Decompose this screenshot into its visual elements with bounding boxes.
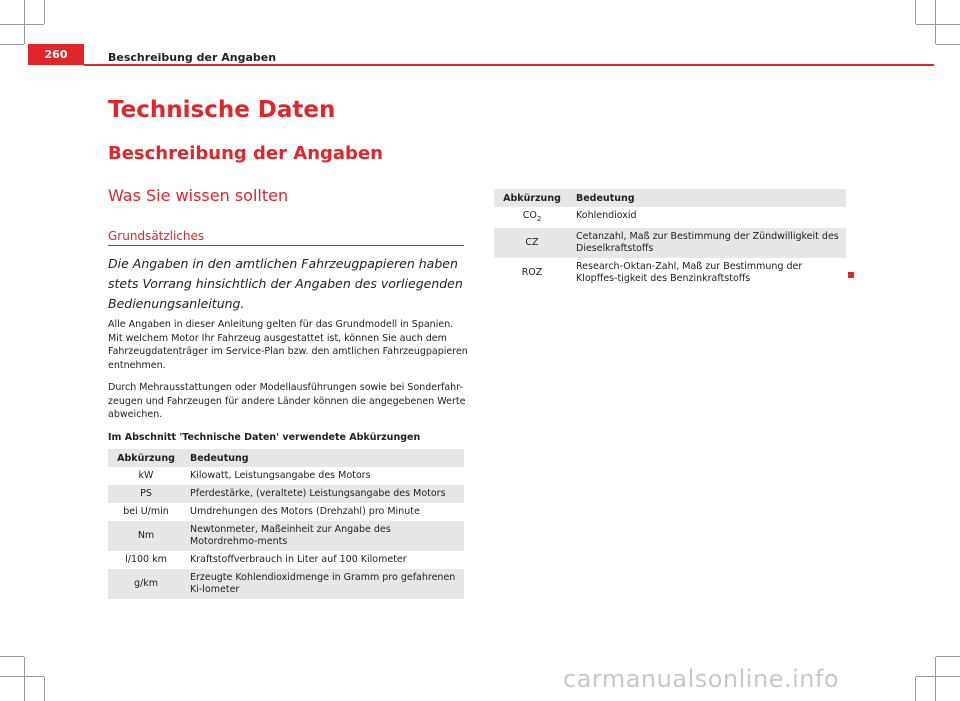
crop-mark	[0, 44, 24, 45]
crop-mark	[935, 657, 936, 701]
crop-mark	[24, 0, 25, 44]
meaning-cell: Newtonmeter, Maßeinheit zur Angabe des Motordrehmo-ments	[184, 521, 464, 551]
crop-mark	[936, 44, 960, 45]
abbreviation-cell: PS	[108, 485, 184, 503]
chapter-title: Technische Daten	[108, 97, 336, 123]
table-row	[108, 485, 464, 503]
abbreviation-cell	[494, 207, 570, 228]
page-number: 260	[28, 44, 84, 65]
section-title: Beschreibung der Angaben	[108, 143, 383, 164]
crop-mark	[916, 676, 960, 677]
table-row	[108, 503, 464, 521]
crop-mark	[44, 0, 45, 24]
table-caption: Im Abschnitt 'Technische Daten' verwendete Abkürzungen	[108, 432, 421, 443]
meaning-cell: Cetanzahl, Maß zur Bestimmung der Zündwilligkeit des Dieselkraftstoffs	[570, 228, 846, 258]
topic-rule	[108, 245, 464, 246]
crop-mark	[44, 677, 45, 701]
meaning-cell: Kilowatt, Leistungsangabe des Motors	[190, 470, 371, 481]
table-row	[108, 467, 464, 485]
abbreviation-cell: ROZ	[521, 266, 543, 278]
lead-paragraph: Die Angaben in den amtlichen Fahrzeugpapieren haben stets Vorrang hinsichtlich der Angaben des vorliegenden Bedienungsanleitung.	[108, 256, 463, 311]
column-header: Bedeutung	[570, 189, 846, 207]
table-row	[494, 228, 846, 258]
crop-mark	[915, 0, 916, 24]
column-header: Abkürzung	[108, 449, 184, 467]
crop-mark	[0, 656, 24, 657]
abbreviation-cell: Nm	[108, 521, 184, 551]
table-header-row	[108, 449, 464, 467]
topic-title: Grundsätzliches	[108, 229, 205, 243]
crop-mark	[0, 676, 44, 677]
meaning-cell: Erzeugte Kohlendioxidmenge in Gramm pro gefahrenen Ki-lometer	[184, 569, 464, 599]
crop-mark	[936, 656, 960, 657]
crop-mark	[916, 24, 960, 25]
column-header: Abkürzung	[494, 189, 570, 207]
table-row	[494, 258, 846, 288]
meaning-cell: Kraftstoffverbrauch in Liter auf 100 Kilometer	[190, 554, 407, 565]
meaning-cell: Kohlendioxid	[576, 210, 637, 221]
meaning-cell: Research-Oktan-Zahl, Maß zur Bestimmung der Klopffes-tigkeit des Benzinkraftstoffs	[576, 260, 803, 284]
abbreviation-cell: l/100 km	[125, 554, 167, 565]
abbreviation-table-right	[494, 189, 846, 288]
table-row	[108, 551, 464, 569]
subsection-title: Was Sie wissen sollten	[108, 186, 289, 205]
abbreviation-cell: CZ	[494, 228, 570, 258]
body-paragraph: Durch Mehrausstattungen oder Modellausführungen sowie bei Sonderfahr-zeugen und Fahrzeugen für andere Länder können die angegebenen Werte abweichen.	[108, 382, 466, 420]
abbreviation-cell: bei U/min	[123, 506, 169, 517]
abbreviation-table-left	[108, 449, 464, 599]
crop-mark	[24, 657, 25, 701]
header-rule	[84, 64, 934, 66]
table-row	[108, 521, 464, 551]
table-row	[494, 207, 846, 228]
abbreviation-cell: kW	[138, 470, 154, 481]
meaning-cell: Pferdestärke, (veraltete) Leistungsangabe des Motors	[184, 485, 464, 503]
running-header-title: Beschreibung der Angaben	[108, 51, 277, 64]
crop-mark	[915, 677, 916, 701]
crop-mark	[935, 0, 936, 44]
watermark: carmanualsonline.info	[563, 665, 840, 693]
meaning-cell: Umdrehungen des Motors (Drehzahl) pro Minute	[190, 506, 420, 517]
abbreviation-cell: g/km	[108, 569, 184, 599]
table-row	[108, 569, 464, 599]
table-header-row	[494, 189, 846, 207]
crop-mark	[0, 24, 44, 25]
column-header: Bedeutung	[184, 449, 464, 467]
body-paragraph: Alle Angaben in dieser Anleitung gelten für das Grundmodell in Spanien. Mit welchem Motor Ihr Fahrzeug ausgestattet ist, können Sie auch dem Fahrzeugdatenträger im Service-Plan bzw. den amtlichen Fahrzeugpapieren entnehmen.	[108, 319, 468, 371]
section-end-mark	[848, 272, 854, 278]
co2-subscript: 2	[536, 214, 542, 223]
co2-base: CO	[522, 210, 537, 221]
